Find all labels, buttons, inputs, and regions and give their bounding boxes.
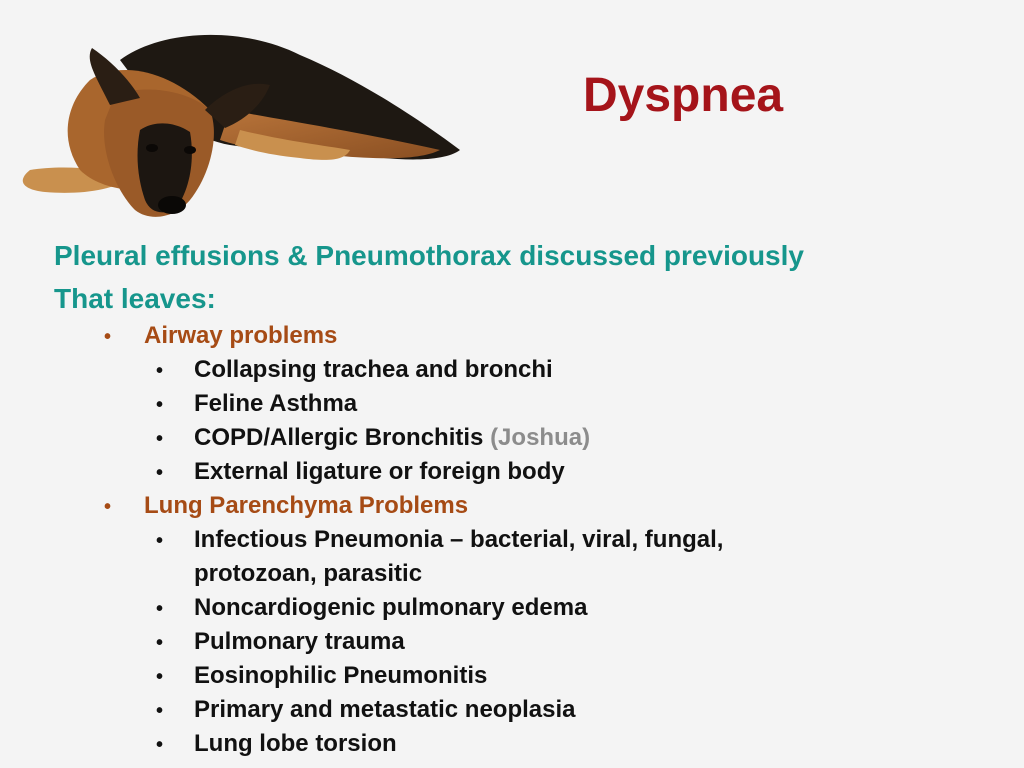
bullet: • [156,428,164,450]
item-note: (Joshua) [490,424,591,451]
list-item: • External ligature or foreign body [156,455,565,490]
list-item: • Infectious Pneumonia – bacterial, viral, fungal, [156,523,723,558]
list-item: • Noncardiogenic pulmonary edema [156,591,587,626]
bullet: • [156,360,164,382]
bullet: • [104,326,112,348]
list-item: • COPD/Allergic Bronchitis (Joshua) [156,421,590,456]
bullet: • [156,632,164,654]
intro-line-1: Pleural effusions & Pneumothorax discussed previously [54,240,804,271]
intro-line-2: That leaves: [54,283,216,314]
list-item: • Collapsing trachea and bronchi [156,353,553,388]
list-heading-parenchyma [104,489,468,524]
german-shepherd-dog-image [0,0,480,235]
bullet: • [156,394,164,416]
bullet: • [156,462,164,484]
bullet: • [156,598,164,620]
bullet: • [156,530,164,552]
list-item: • Feline Asthma [156,387,357,422]
bullet: • [156,700,164,722]
slide-title: Dyspnea [583,69,784,122]
list-item-continuation: protozoan, parasitic [194,560,423,587]
list-heading-airway-label: Airway problems [144,322,338,349]
list-heading-airway [104,319,337,354]
list-item: • Pulmonary trauma [156,625,405,660]
list-heading-parenchyma-label: Lung Parenchyma Problems [144,492,469,519]
bullet: • [156,734,164,756]
list-item: • Eosinophilic Pneumonitis [156,659,487,694]
bullet: • [156,666,164,688]
list-item: • Primary and metastatic neoplasia [156,693,576,728]
bullet: • [104,496,112,518]
list-item: • Lung lobe torsion [156,727,397,762]
